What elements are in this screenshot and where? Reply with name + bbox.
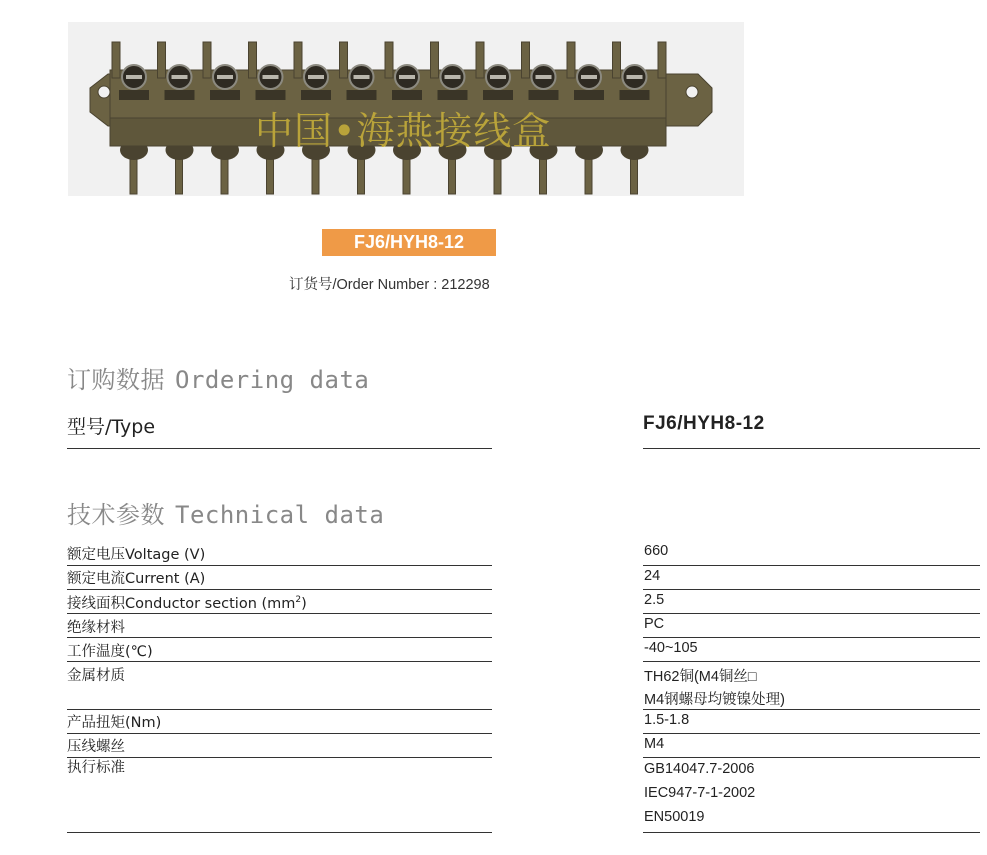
terminal-screw [529, 65, 559, 100]
terminal-divider-fin [340, 42, 348, 78]
spec-label-standard: 执行标准 [67, 760, 125, 776]
spec-label-metal-material: 金属材质 [67, 668, 125, 684]
type-label: 型号/Type [67, 416, 156, 438]
terminal-divider-fin [658, 42, 666, 78]
photo-watermark: 中国•海燕接线盒 [255, 109, 552, 153]
divider [643, 757, 980, 758]
spec-label-torque: 产品扭矩(Nm) [67, 715, 162, 731]
technical-title-en: Technical data [175, 501, 385, 529]
divider [67, 565, 492, 566]
divider [67, 709, 492, 710]
spec-label-voltage: 额定电压Voltage (V) [67, 547, 206, 563]
divider [643, 709, 980, 710]
spec-label-current: 额定电流Current (A) [67, 571, 206, 587]
divider [67, 733, 492, 734]
divider [67, 757, 492, 758]
terminal-screw [165, 65, 195, 100]
terminal-divider-fin [294, 42, 302, 78]
terminal-screw [483, 65, 513, 100]
spec-label-temperature: 工作温度(℃) [67, 644, 153, 660]
spec-value-current: 24 [644, 568, 661, 584]
terminal-divider-fin [158, 42, 166, 78]
divider [67, 637, 492, 638]
terminal-divider-fin [522, 42, 530, 78]
terminal-screw [574, 65, 604, 100]
divider [643, 832, 980, 833]
terminal-divider-fin [203, 42, 211, 78]
terminal-screw [119, 65, 149, 100]
divider [643, 589, 980, 590]
divider [67, 832, 492, 833]
terminal-divider-fin [613, 42, 621, 78]
divider [643, 661, 980, 662]
spec-value-temperature: -40~105 [644, 640, 698, 656]
model-badge: FJ6/HYH8-12 [322, 229, 496, 256]
spec-value-conductor-section: 2.5 [644, 592, 665, 608]
terminal-divider-fin [476, 42, 484, 78]
terminal-screw [210, 65, 240, 100]
divider [67, 613, 492, 614]
divider [643, 637, 980, 638]
type-value: FJ6/HYH8-12 [643, 413, 765, 434]
divider [643, 565, 980, 566]
terminal-screw [392, 65, 422, 100]
spec-label-insulation: 绝缘材料 [67, 620, 125, 636]
spec-value-torque: 1.5-1.8 [644, 712, 690, 728]
spec-value-voltage: 660 [644, 543, 669, 559]
ordering-title-en: Ordering data [175, 366, 370, 394]
divider [67, 589, 492, 590]
terminal-divider-fin [431, 42, 439, 78]
spec-value-metal-material-line2: M4钢螺母均镀镍处理) [644, 692, 785, 708]
ordering-data-heading [67, 360, 369, 395]
terminal-divider-fin [385, 42, 393, 78]
divider [643, 448, 980, 449]
spec-value-crimp-screw: M4 [644, 736, 665, 752]
spec-value-insulation: PC [644, 616, 665, 632]
spec-label-crimp-screw: 压线螺丝 [67, 739, 125, 755]
terminal-screw [347, 65, 377, 100]
divider [643, 613, 980, 614]
spec-value-standard-3: EN50019 [644, 809, 705, 825]
terminal-screw [438, 65, 468, 100]
spec-value-metal-material: TH62铜(M4铜丝□ [644, 669, 757, 685]
terminal-screw [256, 65, 286, 100]
terminal-divider-fin [112, 42, 120, 78]
product-photo [68, 22, 744, 196]
ordering-title-cn: 订购数据 [67, 366, 165, 394]
terminal-divider-fin [567, 42, 575, 78]
spec-label-conductor-section: 接线面积Conductor section $(mm^2)$ [67, 595, 307, 612]
order-number: 订货号/Order Number : 212298 [289, 277, 490, 293]
spec-value-standard-1: GB14047.7-2006 [644, 761, 755, 777]
spec-value-standard-2: IEC947-7-1-2002 [644, 785, 756, 801]
divider [67, 661, 492, 662]
terminal-divider-fin [249, 42, 257, 78]
terminal-screw [620, 65, 650, 100]
technical-title-cn: 技术参数 [67, 501, 165, 529]
terminal-screw [301, 65, 331, 100]
divider [67, 448, 492, 449]
technical-data-heading [67, 495, 384, 530]
divider [643, 733, 980, 734]
